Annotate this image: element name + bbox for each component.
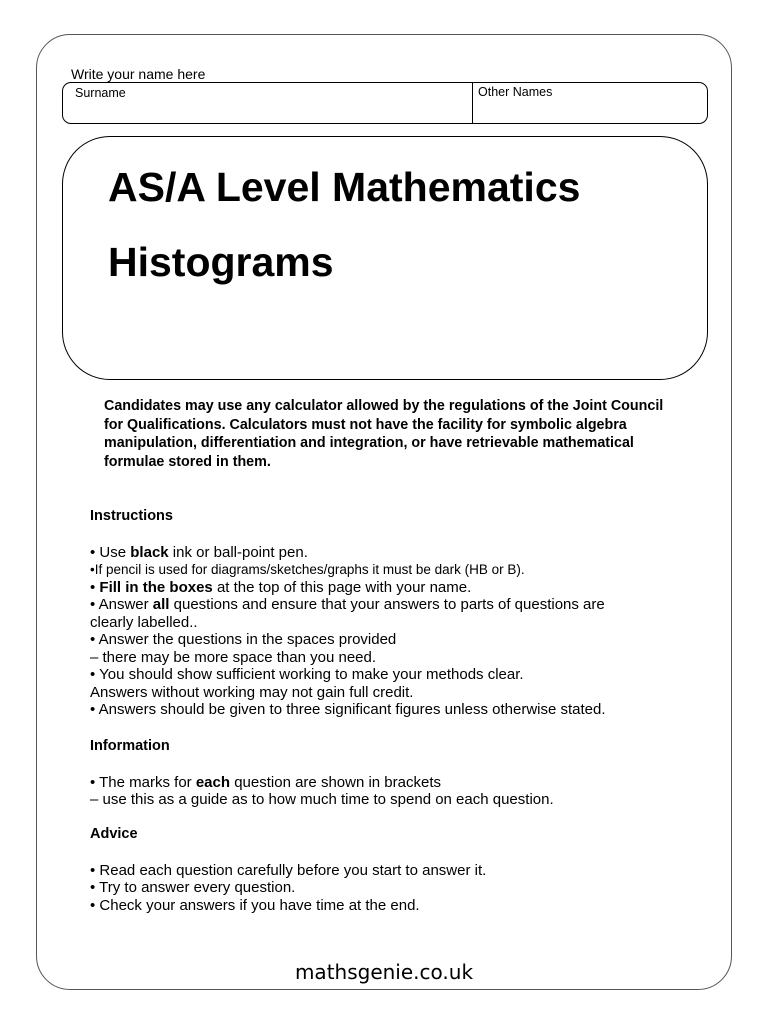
instruction-item: • Fill in the boxes at the top of this page with your name. [90, 578, 472, 596]
name-box [62, 82, 708, 124]
information-section [90, 738, 690, 809]
instruction-item: • Answers should be given to three significant figures unless otherwise stated. [90, 701, 606, 718]
instruction-item-continued: – there may be more space than you need. [90, 648, 377, 666]
name-prompt: Write your name here [71, 66, 206, 82]
advice-item: • Try to answer every question. [90, 879, 296, 896]
advice-section [90, 826, 690, 914]
instructions-section [90, 508, 690, 719]
instruction-item-continued: clearly labelled.. [90, 613, 198, 631]
name-box-divider [472, 83, 473, 123]
advice-item: • Read each question carefully before you start to answer it. [90, 861, 487, 879]
page-subtitle: Histograms [108, 239, 334, 285]
instruction-item-continued: Answers without working may not gain full credit. [90, 683, 414, 701]
surname-field-label: Surname [75, 86, 126, 100]
footer-site: mathsgenie.co.uk [294, 960, 474, 984]
instruction-item: •If pencil is used for diagrams/sketches/graphs it must be dark (HB or B). [90, 562, 525, 577]
instruction-item: • Answer all questions and ensure that your answers to parts of questions are [90, 596, 605, 613]
information-item: • The marks for each question are shown in brackets [90, 773, 441, 791]
calculator-note: Candidates may use any calculator allowed by the regulations of the Joint Council for Qualifications. Calculators must not have the facility for symbolic algebra manipulation, differentiation and integration, or have retrievable mathematical formulae stored in them. [104, 398, 664, 470]
page-title: AS/A Level Mathematics [108, 164, 581, 210]
instruction-item: • Answer the questions in the spaces provided [90, 631, 397, 648]
information-heading: Information [90, 738, 170, 754]
instruction-item: • You should show sufficient working to make your methods clear. [90, 666, 524, 683]
advice-item: • Check your answers if you have time at the end. [90, 896, 420, 914]
other-names-field-label: Other Names [478, 85, 553, 99]
instructions-heading: Instructions [90, 508, 173, 524]
advice-heading: Advice [90, 826, 138, 842]
information-item-continued: – use this as a guide as to how much time to spend on each question. [90, 791, 554, 808]
instruction-item: • Use black ink or ball-point pen. [90, 543, 308, 561]
